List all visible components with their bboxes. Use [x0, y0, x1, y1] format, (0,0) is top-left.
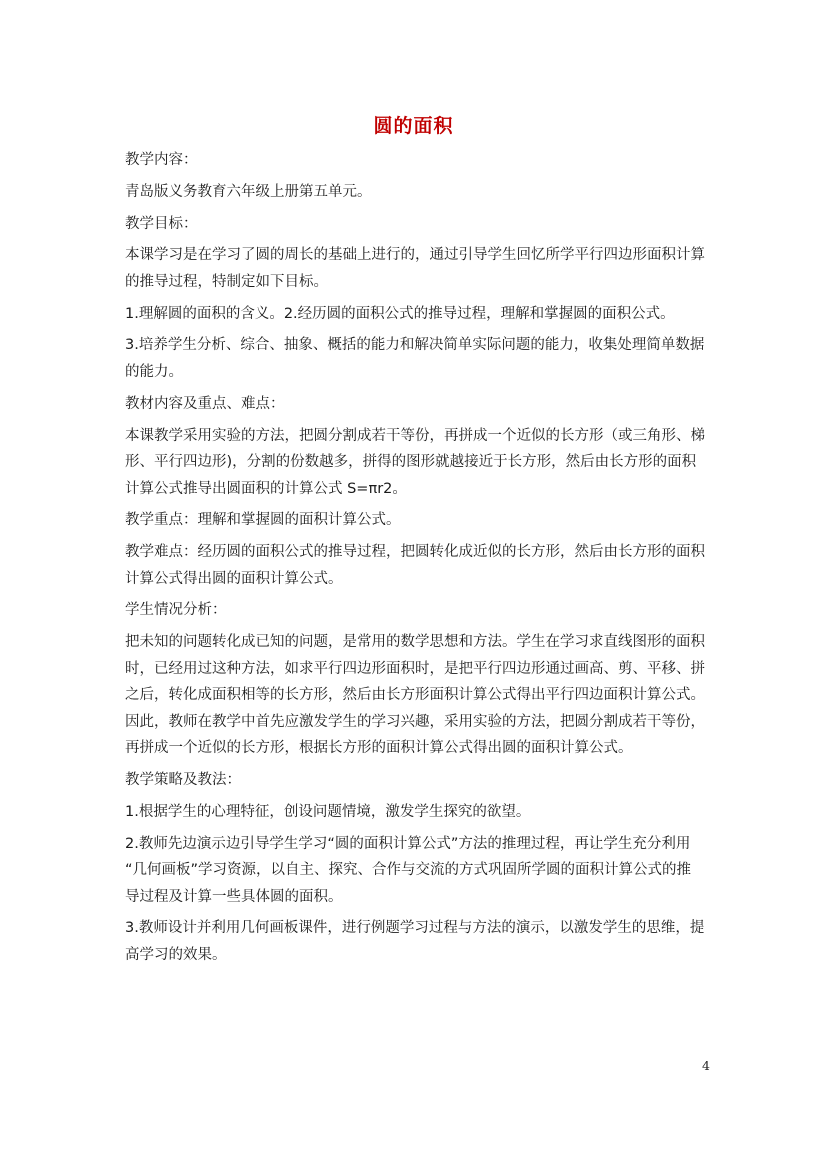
text-line: 的能力。: [125, 363, 183, 380]
paragraph: [125, 242, 710, 295]
text-line: 形、平行四边形)，分割的份数越多，拼得的图形就越接近于长方形，然后由长方形的面积: [125, 454, 697, 471]
paragraph: [125, 539, 710, 592]
text-line: 3.培养学生分析、综合、抽象、概括的能力和解决简单实际问题的能力，收集处理简单数据: [125, 337, 705, 354]
document-title: 圆的面积: [373, 115, 454, 137]
text-line: 教学重点：理解和掌握圆的面积计算公式。: [125, 512, 401, 529]
paragraph: [125, 301, 710, 328]
paragraph: [125, 423, 710, 503]
paragraph: [125, 597, 710, 624]
paragraph: [125, 915, 710, 968]
text-line: 教学目标：: [125, 215, 198, 232]
text-line: 本课学习是在学习了圆的周长的基础上进行的，通过引导学生回忆所学平行四边形面积计算: [125, 247, 705, 264]
text-line: 本课教学采用实验的方法，把圆分割成若干等份，再拼成一个近似的长方形（或三角形、梯: [125, 427, 705, 444]
paragraph: [125, 629, 710, 762]
text-line: 教学内容：: [125, 152, 198, 168]
paragraph: [125, 507, 710, 534]
text-line: 青岛版义务教育六年级上册第五单元。: [125, 183, 372, 200]
text-line: 计算公式得出圆的面积计算公式。: [125, 570, 343, 587]
page-number: 4: [702, 1058, 710, 1073]
text-line: 3.教师设计并利用几何画板课件，进行例题学习过程与方法的演示，以激发学生的思维，提: [125, 920, 705, 937]
paragraph: [125, 332, 710, 385]
text-line: 因此，教师在教学中首先应激发学生的学习兴趣，采用实验的方法，把圆分割成若干等份，: [125, 713, 705, 730]
text-line: 时，已经用过这种方法，如求平行四边形面积时，是把平行四边形通过画高、剪、平移、拼: [125, 660, 705, 677]
text-line: 之后，转化成面积相等的长方形，然后由长方形面积计算公式得出平行四边面积计算公式。: [125, 687, 705, 704]
text-line: 1.根据学生的心理特征，创设问题情境，激发学生探究的欲望。: [125, 803, 531, 820]
paragraph: [125, 767, 710, 794]
paragraph: [125, 211, 710, 238]
text-line: 高学习的效果。: [125, 946, 227, 963]
text-line: 再拼成一个近似的长方形，根据长方形的面积计算公式得出圆的面积计算公式。: [125, 740, 633, 757]
text-line: 的推导过程，特制定如下目标。: [125, 273, 328, 290]
paragraph: [125, 147, 710, 174]
text-line: 计算公式推导出圆面积的计算公式 S=πr2。: [125, 480, 407, 497]
text-line: 1.理解圆的面积的含义。2.经历圆的面积公式的推导过程，理解和掌握圆的面积公式。: [125, 305, 675, 322]
text-line: 2.教师先边演示边引导学生学习“圆的面积计算公式”方法的推理过程，再让学生充分利用: [125, 835, 691, 852]
text-line: 教学难点：经历圆的面积公式的推导过程，把圆转化成近似的长方形，然后由长方形的面积: [125, 544, 705, 561]
text-line: 把未知的问题转化成已知的问题，是常用的数学思想和方法。学生在学习求直线图形的面积: [125, 634, 705, 651]
paragraph: [125, 799, 710, 826]
paragraph: [125, 391, 710, 418]
paragraph: [125, 179, 710, 206]
text-line: 导过程及计算一些具体圆的面积。: [125, 888, 343, 905]
text-line: 教学策略及教法：: [125, 772, 241, 789]
text-line: 学生情况分析：: [125, 602, 227, 619]
text-line: “几何画板”学习资源，以自主、探究、合作与交流的方式巩固所学圆的面积计算公式的推: [125, 862, 692, 879]
paragraph: [125, 831, 710, 911]
document-body: [125, 147, 710, 974]
text-line: 教材内容及重点、难点：: [125, 395, 285, 412]
